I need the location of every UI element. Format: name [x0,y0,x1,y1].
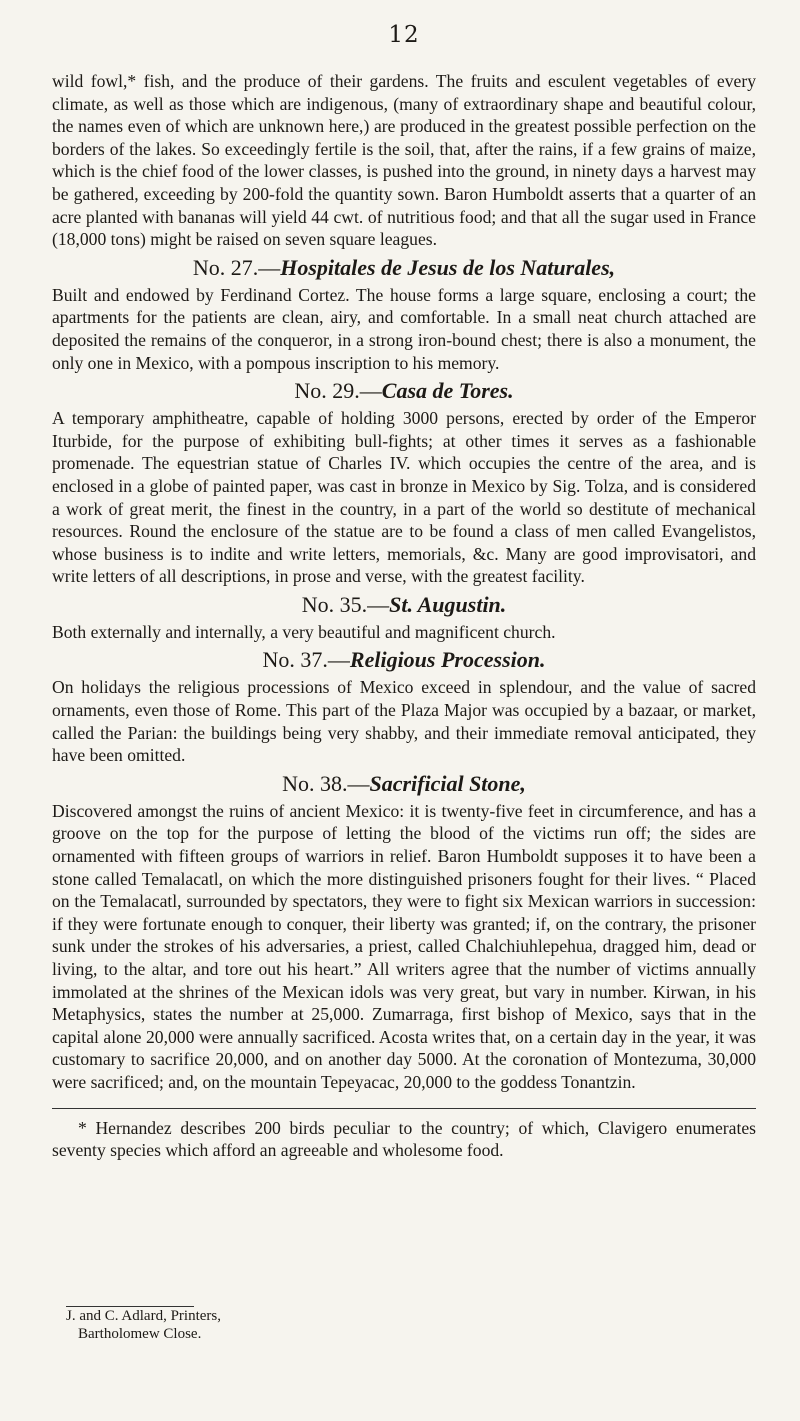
section-number: No. 35.— [301,591,390,617]
section-number: No. 37.— [262,647,350,673]
footnote: * Hernandez describes 200 birds peculiar to the country; of which, Clavigero enumerates seventy species which afford an agreeable and wholesome food. [52,1117,756,1161]
section-heading-27 [52,253,756,283]
imprint-address: Bartholomew Close. [78,1326,202,1342]
section-title: St. Augustin. [389,591,507,617]
section-title: Casa de Tores. [381,378,514,404]
section-heading-29 [52,376,756,406]
page-number: 12 [388,22,420,48]
section-body-38: Discovered amongst the ruins of ancient Mexico: it is twenty-five feet in circumference, and has a groove on the top for the purpose of letting the blood of the victims run off; the sides are ornamented with fifteen groups of warriors in relief. Baron Humboldt supposes it to have been a stone called Temalacatl, on which the more distinguished prisoners fought for their lives. “ Placed on the Temalacatl, surrounded by spectators, they were to fight six Mexican warriors in succession: if they were fortunate enough to conquer, their liberty was granted; if, on the contrary, the prisoner sunk under the strokes of his adversaries, a priest, called Chalchiuhlepehua, dragged him, dead or living, to the altar, and tore out his heart.” All writers agree that the number of victims annually immolated at the shrines of the Mexican idols was very great, but vary in number. Kirwan, in his Metaphysics, states the number at 25,000. Zumarraga, first bishop of Mexico, says that in the capital alone 20,000 were annually sacrificed. Acosta writes that, on a certain day in the year, it was customary to sacrifice 20,000, and on another day 5000. At the coronation of Montezuma, 30,000 were sacrificed; and, on the mountain Tepeyacac, 20,000 to the goddess Tonantzin. [52,800,756,1092]
footnote-divider [52,1108,756,1109]
section-title: Hospitales de Jesus de los Naturales, [280,254,616,280]
intro-paragraph: wild fowl,* fish, and the produce of their gardens. The fruits and esculent vegetables of every climate, as well as those which are indigenous, (many of extraordinary shape and beautiful colour, the names even of which are unknown here,) are produced in the greatest possible perfection on the borders of the lakes. So exceedingly fertile is the soil, that, after the rains, if a few grains of maize, which is the chief food of the lower classes, is pushed into the ground, in ninety days a harvest may be gathered, exceeding by 200-fold the quantity sown. Baron Humboldt asserts that a quarter of an acre planted with bananas will yield 44 cwt. of nutritious food; and that all the sugar used in France (18,000 tons) might be raised on seven square leagues. [52,71,756,250]
section-body-27: Built and endowed by Ferdinand Cortez. The house forms a large square, enclosing a court; the apartments for the patients are clean, airy, and comfortable. In a small neat church attached are deposited the remains of the conqueror, in a strong iron-bound chest; there is also a monument, the only one in Mexico, with a pompous inscription to his memory. [52,284,756,373]
printer-imprint [52,1306,221,1343]
section-title: Sacrificial Stone, [369,770,526,796]
section-heading-38 [52,769,756,799]
section-body-35: Both externally and internally, a very beautiful and magnificent church. [52,621,556,642]
section-number: No. 27.— [192,254,281,280]
section-number: No. 29.— [294,378,382,404]
section-number: No. 38.— [282,770,370,796]
section-title: Religious Procession. [349,647,546,673]
section-body-29: A temporary amphitheatre, capable of holding 3000 persons, erected by order of the Emperor Iturbide, for the purpose of exhibiting bull-fights; at other times it serves as a fashionable promenade. The equestrian statue of Charles IV. which occupies the centre of the area, and is enclosed in a globe of painted paper, was cast in bronze in Mexico by Sig. Tolza, and is considered a work of great merit, the finest in the country, in a part of the world so destitute of mechanical resources. Round the enclosure of the statue are to be found a class of men called Evangelistos, whose business is to indite and write letters, memorials, &c. Many are good improvisatori, and write letters of all descriptions, in prose and verse, with the greatest facility. [52,408,756,587]
section-heading-37 [52,645,756,675]
imprint-printer: J. and C. Adlard, Printers, [66,1308,221,1324]
section-heading-35 [52,590,756,620]
section-body-37: On holidays the religious processions of Mexico exceed in splendour, and the value of sacred ornaments, even those of Rome. This part of the Plaza Major was occupied by a bazaar, or market, called the Parian: the buildings being very shabby, and their immediate removal anticipated, they have been omitted. [52,677,756,766]
